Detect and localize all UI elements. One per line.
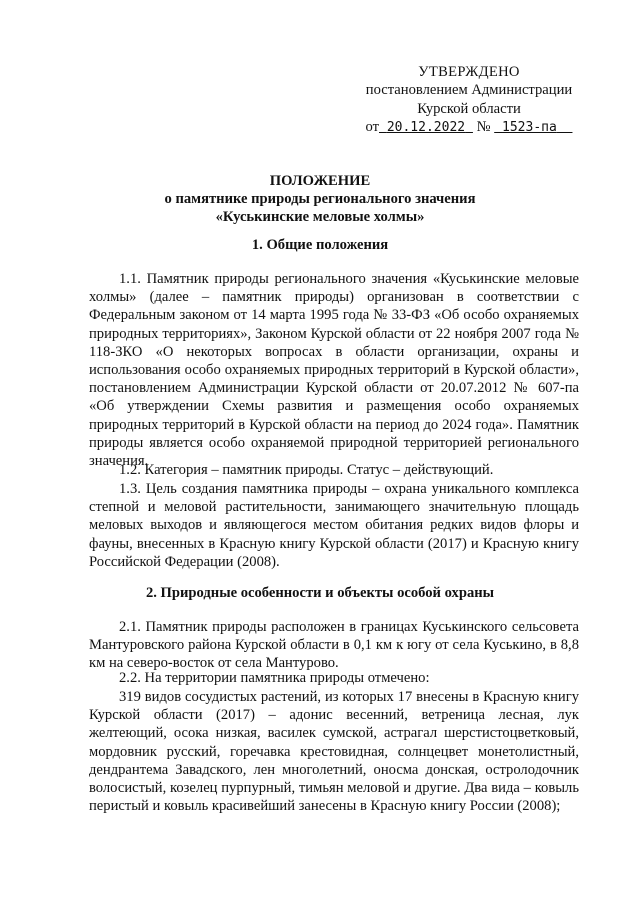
- approval-line-date-number: [362, 118, 576, 136]
- approval-title: УТВЕРЖДЕНО: [418, 64, 520, 80]
- approval-from-label: от: [365, 119, 379, 136]
- approval-number: 1523-па: [502, 120, 557, 136]
- section-2-paragraph-3: 319 видов сосудистых растений, из которых 17 внесены в Красную книгу Курской области (2017) – адонис весенний, ветреница лесная, лук желтеющий, осока низкая, василек сумской, астрагал шерстистоцветковый, мордовник русский, горечавка крестовидная, солнцецвет монетолистный, дендрантема Завадского, лен многолетний, оносма донская, остролодочник волосистый, козелец пурпурный, тимьян меловой и другие. Два вида – ковыль перистый и ковыль красивейший занесены в Красную книгу России (2008);: [89, 689, 579, 815]
- section-2-paragraph-2: 2.2. На территории памятника природы отмечено:: [119, 670, 430, 686]
- section-2-heading: 2. Природные особенности и объекты особой охраны: [145, 585, 495, 601]
- document-subtitle-2: «Куськинские меловые холмы»: [215, 209, 425, 225]
- section-1-paragraph-1: 1.1. Памятник природы регионального значения «Куськинские меловые холмы» (далее – памятник природы) организован в соответствии с Федеральным законом от 14 марта 1995 года № 33-ФЗ «Об особо охраняемых природных территориях», Законом Курской области от 22 ноября 2007 года № 118-ЗКО «О некоторых вопросах в области организации, охраны и использования особо охраняемых природных территорий в Курской области», постановлением Администрации Курской области от 20.07.2012 № 607-па «Об утверждении Схемы развития и размещения особо охраняемых природных территорий в Курской области на период до 2024 года». Памятник природы является особо охраняемой природной территорией регионального значения.: [89, 271, 579, 470]
- section-1-paragraph-3: 1.3. Цель создания памятника природы – охрана уникального комплекса степной и меловой растительности, занимающего значительную площадь меловых выходов и являющегося местом обитания редких видов флоры и фауны, внесенных в Красную книгу Курской области (2017) и Красную книгу Российской Федерации (2008).: [89, 481, 579, 570]
- document-subtitle-1: о памятнике природы регионального значения: [164, 191, 476, 207]
- approval-line-resolution: постановлением Администрации: [365, 82, 573, 99]
- approval-date: 20.12.2022: [386, 120, 466, 136]
- approval-line-region: Курской области: [417, 100, 521, 117]
- approval-block: [362, 63, 576, 137]
- section-2-paragraph-1: 2.1. Памятник природы расположен в границах Куськинского сельсовета Мантуровского района Курской области в 0,1 км к югу от села Куськино, в 8,8 км на северо-восток от села Мантурово.: [89, 619, 579, 672]
- document-title: ПОЛОЖЕНИЕ: [269, 173, 371, 189]
- document-title-block: [0, 172, 640, 226]
- section-1-heading: 1. Общие положения: [251, 237, 389, 253]
- approval-number-sign: №: [476, 119, 491, 136]
- section-1-paragraph-2: 1.2. Категория – памятник природы. Статус – действующий.: [119, 462, 494, 478]
